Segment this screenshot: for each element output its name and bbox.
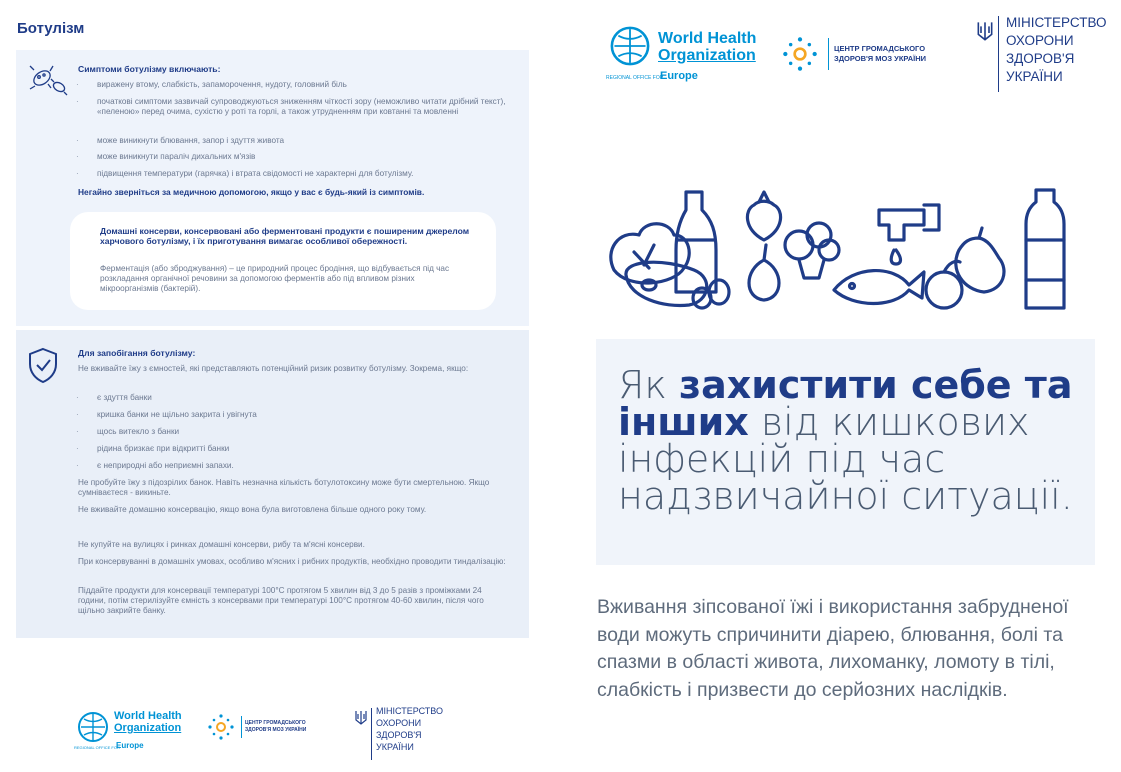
moz-line4: УКРАЇНИ <box>1006 69 1063 84</box>
apple-icon <box>926 272 962 308</box>
prevention-paragraph: При консервуванні в домашніх умовах, особливо м'ясних і рибних продуктів, необхідно проводити тиндалізацію: <box>78 557 506 566</box>
page-title: Ботулізм <box>17 20 85 37</box>
symptoms-panel: Симптоми ботулізму включають: · виражену втому, слабкість, запаморочення, нудоту, головний біль · початкові симптоми зазвичай супроводжуються зниженням чіткості зору (неможливо читати дрібний текст), «пеленою» перед очима, сухістю у роті та горлі, а також утрудненням при ковтанні та мовленні · може виникнути блювання, запор і здуття живота · може виникнути параліч дихальних м'язів · підвищення температури (гарячка) і втрата свідомості не характерні для ботулізму. Негайно зверніться за медичною допомогою, якщо у вас є будь-який із симптомів. <box>16 50 529 326</box>
who-emblem-icon <box>74 710 112 744</box>
who-name-line1: World Health <box>658 30 757 47</box>
moz-line3: ЗДОРОВ'Я <box>1006 51 1075 66</box>
callout-bold-text: Домашні консерви, консервовані або ферментовані продукти є поширеним джерелом харчового ботулізму, і їх приготування вимагає особливої обережності. <box>100 226 470 246</box>
moz-line2: ОХОРОНИ <box>1006 33 1074 48</box>
moz-line2: ОХОРОНИ <box>376 718 422 728</box>
prevention-paragraph: Піддайте продукти для консервації температурі 100°C протягом 5 хвилин від 3 до 5 разів з проміжками 24 години, потім стерилізуйте ємність з консервами при температурі 100°C протягом 40-60 хвилин, після чого щільно закрийте банку. <box>78 586 484 615</box>
moz-line1: МІНІСТЕРСТВО <box>1006 15 1107 30</box>
who-name-line2: Organization <box>114 722 182 734</box>
symptoms-heading: Симптоми ботулізму включають: <box>78 64 221 74</box>
prevention-heading: Для запобігання ботулізму: <box>78 348 196 358</box>
food-water-illustration <box>604 180 1074 320</box>
intro-paragraph: Вживання зіпсованої їжі і використання забрудненої води можуть спричинити діарею, блювання, болі та спазми в області живота, лихоманку, ломоту в тілі, слабкість і призвести до серйозних наслідків. <box>597 596 1069 701</box>
who-name-line2: Organization <box>658 47 756 64</box>
footer-logos <box>74 708 454 764</box>
shield-check-icon <box>26 346 60 384</box>
who-emblem-icon <box>604 24 656 68</box>
symptoms-warning: Негайно зверніться за медичною допомогою, якщо у вас є будь-який із симптомів. <box>78 187 425 197</box>
cgz-line2: ЗДОРОВ'Я МОЗ УКРАЇНИ <box>245 727 307 733</box>
callout-text: Ферментація (або зброджування) – це природний процес бродіння, що відбувається під час розкладання органічної речовини за допомогою ферментів або під впливом різних мікроорганізмів (бактерій). <box>100 264 450 293</box>
prevention-intro: Не вживайте їжу з ємностей, які представляють потенційний ризик розвитку ботулізму. Зокрема, якщо: <box>78 364 469 373</box>
cgz-line1: ЦЕНТР ГРОМАДСЬКОГО <box>245 720 306 726</box>
header-logos <box>604 15 1107 96</box>
cgz-emblem-icon <box>206 712 236 742</box>
who-europe: Europe <box>116 741 144 750</box>
cgz-line1: ЦЕНТР ГРОМАДСЬКОГО <box>834 44 926 53</box>
trident-icon <box>355 710 367 725</box>
onion-icon <box>749 245 779 300</box>
milk-bottle-icon <box>676 192 716 292</box>
prevention-paragraph: Не купуйте на вулицях і ринках домашні консерви, рибу та м'ясні консерви. <box>78 540 365 549</box>
fish-icon <box>834 271 924 304</box>
moz-line4: УКРАЇНИ <box>376 742 414 752</box>
trident-icon <box>977 20 993 42</box>
pear-icon <box>956 238 1004 292</box>
strawberry-icon <box>747 201 780 240</box>
prevention-paragraph: Не пробуйте їжу з підозрілих банок. Навіть незначна кількість ботулотоксину може бути смертельною. Якщо сумніваєтеся - викиньте. <box>78 478 490 497</box>
moz-line1: МІНІСТЕРСТВО <box>376 706 444 716</box>
headline: Як захистити себе та інших від кишкових інфекцій під час надзвичайної ситуації. <box>618 363 1073 518</box>
who-regional: REGIONAL OFFICE FOR <box>74 745 120 750</box>
headline-box <box>596 339 1095 565</box>
moz-line3: ЗДОРОВ'Я <box>376 730 422 740</box>
cgz-emblem-icon <box>780 34 820 74</box>
canning-callout <box>70 212 496 310</box>
bacteria-icon <box>26 62 70 98</box>
who-name-line1: World Health <box>114 710 182 722</box>
water-tap-icon <box>879 205 939 240</box>
prevention-paragraph: Не вживайте домашню консервацію, якщо вона була виготовлена більше одного року тому. <box>78 505 427 514</box>
prevention-panel: Для запобігання ботулізму: Не вживайте їжу з ємностей, які представляють потенційний ризик розвитку ботулізму. Зокрема, якщо: · є здуття банки · кришка банки не щільно закрита і увігнута · щось витекло з банки · рідина бризкає при відкритті банки · є неприродні або неприємні запахи. Не пробуйте їжу з підозрілих банок. Навіть незначна кількість ботулотоксину може бути смертельною. Якщо сумніваєтеся - викиньте. Не вживайте домашню консервацію, якщо вона була виготовлена більше одного року тому. Не купуйте на вулицях і ринках домашні консерви, рибу та м'ясні консерви. При консервуванні в домашніх умовах, особливо м'ясних і рибних продуктів, необхідно проводити тиндалізацію: Піддайте продукти для консервації температурі 100°C протягом 5 хвилин від 3 до 5 разів з проміжками 24 години, потім стерилізуйте ємність з консервами при температурі 100°C протягом 40-60 хвилин, після чого щільно закрийте банку. <box>16 330 529 638</box>
water-bottle-icon <box>1026 190 1064 308</box>
cgz-line2: ЗДОРОВ'Я МОЗ УКРАЇНИ <box>834 54 927 63</box>
who-regional: REGIONAL OFFICE FOR <box>606 75 664 81</box>
who-europe: Europe <box>660 70 698 82</box>
